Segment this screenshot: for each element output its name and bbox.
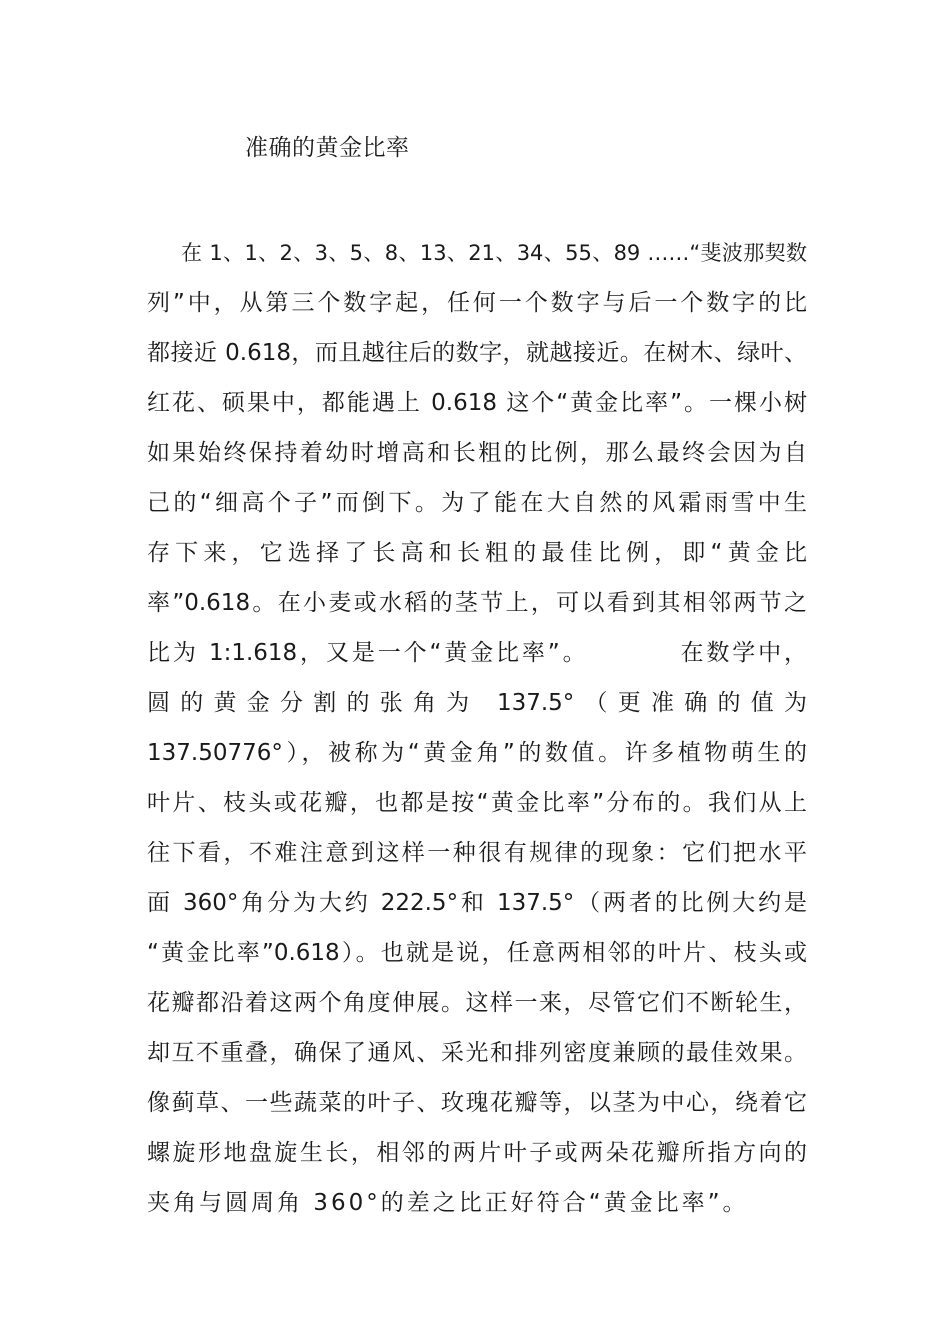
paragraph-line: 夹角与圆周角 360°的差之比正好符合“黄金比率”。 bbox=[147, 1190, 749, 1216]
paragraph-line: 137.50776°），被称为“黄金角”的数值。许多植物萌生的 bbox=[147, 740, 807, 766]
paragraph-line: 红花、硕果中，都能遇上 0.618 这个“黄金比率”。一棵小树 bbox=[147, 390, 807, 416]
paragraph-line: 都接近 0.618，而且越往后的数字，就越接近。在树木、绿叶、 bbox=[147, 340, 807, 366]
paragraph-line: 叶片、枝头或花瓣，也都是按“黄金比率”分布的。我们从上 bbox=[147, 790, 807, 816]
document-title: 准确的黄金比率 bbox=[245, 135, 410, 161]
paragraph-line: 己的“细高个子”而倒下。为了能在大自然的风霜雨雪中生 bbox=[147, 490, 807, 516]
paragraph-line: “黄金比率”0.618）。也就是说，任意两相邻的叶片、枝头或 bbox=[147, 940, 807, 966]
paragraph-line: 面 360°角分为大约 222.5°和 137.5°（两者的比例大约是 bbox=[147, 890, 807, 916]
paragraph-line: 像蓟草、一些蔬菜的叶子、玫瑰花瓣等，以茎为中心，绕着它 bbox=[147, 1090, 807, 1116]
paragraph-line: 往下看，不难注意到这样一种很有规律的现象：它们把水平 bbox=[147, 840, 807, 866]
paragraph-line: 存下来，它选择了长高和长粗的最佳比例，即“黄金比 bbox=[147, 540, 807, 566]
paragraph-line: 却互不重叠，确保了通风、采光和排列密度兼顾的最佳效果。 bbox=[147, 1040, 807, 1066]
paragraph-line: 如果始终保持着幼时增高和长粗的比例，那么最终会因为自 bbox=[147, 440, 807, 466]
paragraph-line: 螺旋形地盘旋生长，相邻的两片叶子或两朵花瓣所指方向的 bbox=[147, 1140, 807, 1166]
paragraph-line: 比为 1:1.618，又是一个“黄金比率”。 在数学中， bbox=[147, 640, 807, 666]
paragraph-line: 列”中，从第三个数字起，任何一个数字与后一个数字的比 bbox=[147, 290, 807, 316]
paragraph-line: 圆的黄金分割的张角为 137.5°（更准确的值为 bbox=[147, 690, 807, 716]
paragraph-line: 在 1、1、2、3、5、8、13、21、34、55、89 ……“斐波那契数 bbox=[181, 241, 807, 265]
document-body bbox=[147, 228, 807, 1228]
paragraph-line: 花瓣都沿着这两个角度伸展。这样一来，尽管它们不断轮生， bbox=[147, 990, 807, 1016]
paragraph-line: 率”0.618。在小麦或水稻的茎节上，可以看到其相邻两节之 bbox=[147, 590, 807, 616]
